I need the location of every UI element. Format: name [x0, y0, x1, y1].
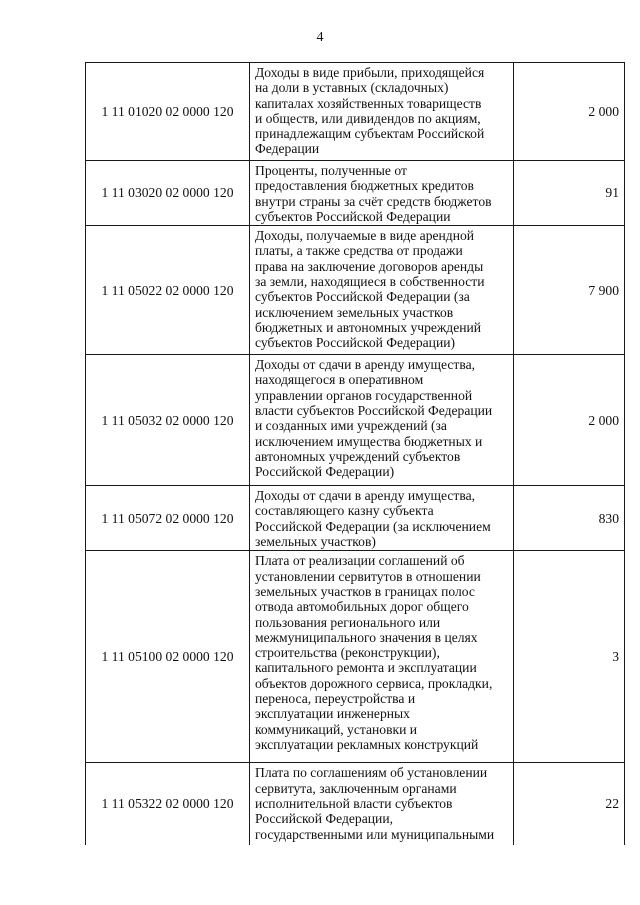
description-line: Федерации: [255, 141, 320, 157]
description-line: субъектов Российской Федерации (за: [255, 289, 470, 305]
description-line: установлении сервитутов в отношении: [255, 568, 481, 584]
description-line: межмуниципального значения в целях: [255, 629, 478, 645]
description-line: Российской Федерации): [255, 464, 395, 480]
description-line: права на заключение договоров аренды: [255, 258, 484, 274]
description-line: земельных участков в границах полос: [255, 583, 475, 599]
description-line: автономных учреждений субъектов: [255, 448, 461, 464]
description-line: и созданных ими учреждений (за: [255, 418, 447, 434]
description-line: исключением имущества бюджетных и: [255, 433, 483, 449]
description-line: Доходы в виде прибыли, приходящейся: [255, 65, 485, 80]
description-line: коммуникаций, установки и: [255, 721, 418, 737]
description-line: Российской Федерации (за исключением: [255, 518, 491, 534]
description-line: Проценты, полученные от: [255, 163, 407, 178]
table-row: [86, 63, 625, 161]
description-line: эксплуатации рекламных конструкций: [255, 736, 479, 752]
description-line: объектов дорожного сервиса, прокладки,: [255, 675, 493, 691]
revenue-code: 1 11 05322 02 0000 120: [86, 763, 250, 845]
revenue-amount: 2 000: [514, 355, 625, 486]
description-line: принадлежащим субъектам Российской: [255, 126, 485, 142]
revenue-amount: 22: [514, 763, 625, 845]
revenue-description: [250, 486, 514, 551]
revenue-amount: 91: [514, 161, 625, 226]
description-line: Доходы от сдачи в аренду имущества,: [255, 488, 475, 504]
description-line: власти субъектов Российской Федерации: [255, 403, 493, 419]
description-line: управлении органов государственной: [255, 387, 473, 403]
description-line: капиталах хозяйственных товариществ: [255, 95, 482, 111]
page-number: 4: [316, 30, 324, 45]
revenue-description: [250, 161, 514, 226]
description-line: Российской Федерации,: [255, 811, 393, 827]
description-line: Доходы, получаемые в виде арендной: [255, 228, 475, 244]
description-line: капитального ремонта и эксплуатации: [255, 660, 477, 676]
description-line: исключением земельных участков: [255, 304, 454, 320]
table-row: [86, 226, 625, 355]
revenue-amount: 7 900: [514, 226, 625, 355]
table-row: [86, 355, 625, 486]
description-line: предоставления бюджетных кредитов: [255, 178, 474, 194]
description-line: внутри страны за счёт средств бюджетов: [255, 193, 492, 209]
description-line: и обществ, или дивидендов по акциям,: [255, 110, 481, 126]
description-line: отвода автомобильных дорог общего: [255, 599, 469, 615]
description-line: находящегося в оперативном: [255, 372, 424, 388]
table-row: [86, 486, 625, 551]
description-line: Плата от реализации соглашений об: [255, 553, 465, 569]
revenue-code: 1 11 01020 02 0000 120: [86, 63, 250, 161]
description-line: бюджетных и автономных учреждений: [255, 319, 482, 335]
description-line: на доли в уставных (складочных): [255, 80, 449, 96]
description-line: субъектов Российской Федерации): [255, 335, 456, 351]
revenue-description: [250, 226, 514, 355]
revenue-description: [250, 355, 514, 486]
revenue-amount: 830: [514, 486, 625, 551]
description-line: государственными или муниципальными: [255, 826, 495, 842]
revenue-code: 1 11 05072 02 0000 120: [86, 486, 250, 551]
revenue-amount: 2 000: [514, 63, 625, 161]
revenue-description: [250, 763, 514, 845]
table-row: [86, 551, 625, 763]
description-line: платы, а также средства от продажи: [255, 243, 463, 259]
description-line: сервитута, заключенным органами: [255, 780, 457, 796]
revenue-code: 1 11 03020 02 0000 120: [86, 161, 250, 226]
revenue-code: 1 11 05100 02 0000 120: [86, 551, 250, 763]
revenue-amount: 3: [514, 551, 625, 763]
table-row: [86, 763, 625, 845]
description-line: Плата по соглашениям об установлении: [255, 765, 488, 781]
description-line: пользования регионального или: [255, 614, 441, 630]
description-line: земельных участков): [255, 534, 376, 550]
description-line: субъектов Российской Федерации: [255, 208, 451, 224]
description-line: за земли, находящиеся в собственности: [255, 274, 485, 290]
table-row: [86, 161, 625, 226]
revenue-description: [250, 551, 514, 763]
description-line: переноса, переустройства и: [255, 691, 416, 707]
description-line: эксплуатации инженерных: [255, 706, 410, 722]
revenue-code: 1 11 05032 02 0000 120: [86, 355, 250, 486]
revenue-table: [85, 62, 625, 845]
revenue-description: [250, 63, 514, 161]
description-line: исполнительной власти субъектов: [255, 795, 453, 811]
description-line: строительства (реконструкции),: [255, 645, 440, 661]
description-line: составляющего казну субъекта: [255, 503, 434, 519]
description-line: Доходы от сдачи в аренду имущества,: [255, 357, 475, 373]
revenue-code: 1 11 05022 02 0000 120: [86, 226, 250, 355]
